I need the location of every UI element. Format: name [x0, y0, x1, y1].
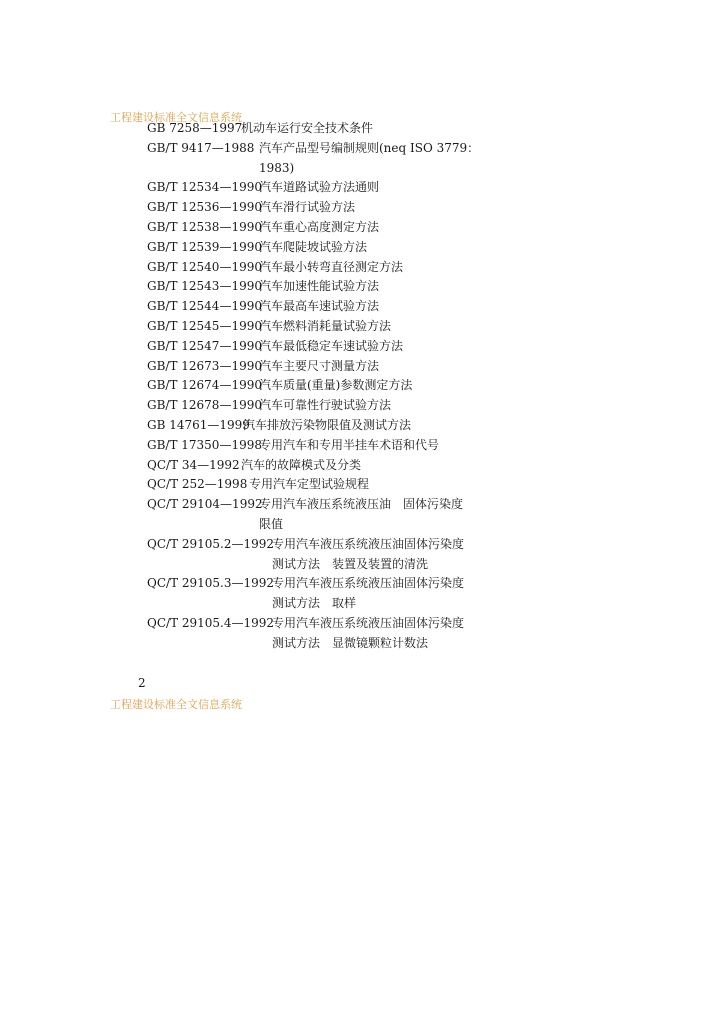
standard-code: QC/T 34—1992 — [147, 457, 240, 472]
standard-code: QC/T 29105.4—1992 — [147, 615, 275, 630]
list-item — [147, 495, 547, 515]
standard-title: 汽车燃料消耗量试验方法 — [259, 318, 392, 333]
list-item — [147, 139, 547, 159]
list-item — [147, 376, 547, 396]
standard-title: 汽车滑行试验方法 — [259, 200, 356, 215]
standard-title: 汽车爬陡坡试验方法 — [259, 239, 368, 254]
list-item-continuation — [147, 555, 547, 575]
standard-title: 汽车质量(重量)参数测定方法 — [259, 378, 413, 393]
standard-title: 汽车排放污染物限值及测试方法 — [243, 417, 412, 432]
standard-code: GB/T 12540—1990 — [147, 259, 262, 274]
standard-code: GB/T 12545—1990 — [147, 318, 262, 333]
standard-title: 汽车最小转弯直径测定方法 — [259, 259, 404, 274]
standard-title: 汽车可靠性行驶试验方法 — [259, 398, 392, 413]
standard-title: 汽车重心高度测定方法 — [259, 219, 380, 234]
list-item — [147, 297, 547, 317]
standard-code: GB/T 12539—1990 — [147, 239, 262, 254]
page-number: 2 — [138, 676, 146, 690]
list-item — [147, 535, 547, 555]
list-item-continuation — [147, 594, 547, 614]
list-item — [147, 456, 547, 476]
standard-code: GB/T 12543—1990 — [147, 279, 262, 294]
standard-title: 专用汽车液压系统液压油固体污染度 — [272, 576, 465, 591]
list-item — [147, 416, 547, 436]
watermark-bottom: 工程建设标准全文信息系统 — [110, 698, 242, 711]
standard-title-continued: 测试方法 显微镜颗粒计数法 — [272, 635, 429, 650]
standard-code: QC/T 252—1998 — [147, 477, 248, 492]
standard-code: GB/T 12673—1990 — [147, 358, 262, 373]
list-item — [147, 614, 547, 634]
list-item — [147, 258, 547, 278]
standard-code: GB 7258—1997 — [147, 121, 243, 135]
standard-code: GB/T 9417—1988 — [147, 140, 255, 155]
list-item — [147, 238, 547, 258]
list-item-continuation — [147, 634, 547, 654]
standards-list — [147, 119, 547, 654]
list-item — [147, 317, 547, 337]
standard-code: GB/T 12547—1990 — [147, 338, 262, 353]
standard-title: 汽车主要尺寸测量方法 — [259, 358, 380, 373]
standard-title: 专用汽车液压系统液压油 固体污染度 — [259, 497, 464, 512]
list-item — [147, 357, 547, 377]
standard-title: 专用汽车定型试验规程 — [249, 477, 370, 492]
standard-code: GB 14761—1999 — [147, 417, 250, 432]
standard-code: QC/T 29105.3—1992 — [147, 576, 275, 591]
standard-code: GB/T 12674—1990 — [147, 378, 262, 393]
standard-title: 汽车产品型号编制规则(neq ISO 3779： — [259, 140, 480, 155]
list-item — [147, 337, 547, 357]
standard-code: QC/T 29105.2—1992 — [147, 536, 275, 551]
list-item — [147, 277, 547, 297]
list-item — [147, 178, 547, 198]
standard-title: 汽车加速性能试验方法 — [259, 279, 380, 294]
list-item — [147, 218, 547, 238]
standard-title-continued: 测试方法 装置及装置的清洗 — [272, 556, 429, 571]
standard-title: 专用汽车液压系统液压油固体污染度 — [272, 536, 465, 551]
list-item-continuation — [147, 159, 547, 179]
standard-title: 汽车最高车速试验方法 — [259, 299, 380, 314]
list-item — [147, 475, 547, 495]
standard-title-continued: 1983) — [259, 160, 295, 175]
list-item — [147, 396, 547, 416]
standard-title-continued: 测试方法 取样 — [272, 596, 357, 611]
list-item — [147, 198, 547, 218]
standard-code: GB/T 17350—1998 — [147, 437, 262, 452]
standard-title: 汽车的故障模式及分类 — [241, 457, 362, 472]
standard-title: 专用汽车和专用半挂车术语和代号 — [259, 437, 440, 452]
standard-code: GB/T 12678—1990 — [147, 398, 262, 413]
list-item — [147, 436, 547, 456]
watermark-top: 工程建设标准全文信息系统 — [110, 111, 242, 124]
standard-code: GB/T 12536—1990 — [147, 200, 262, 215]
list-item — [147, 119, 547, 139]
list-item-continuation — [147, 515, 547, 535]
list-item — [147, 574, 547, 594]
standard-title-continued: 限值 — [259, 516, 284, 531]
standard-title: 专用汽车液压系统液压油固体污染度 — [272, 615, 465, 630]
standard-title: 汽车最低稳定车速试验方法 — [259, 338, 404, 353]
standard-code: GB/T 12544—1990 — [147, 299, 262, 314]
standard-title: 机动车运行安全技术条件 — [241, 121, 374, 135]
standard-code: QC/T 29104—1992 — [147, 497, 263, 512]
standard-code: GB/T 12534—1990 — [147, 180, 262, 195]
standard-code: GB/T 12538—1990 — [147, 219, 262, 234]
standard-title: 汽车道路试验方法通则 — [259, 180, 380, 195]
